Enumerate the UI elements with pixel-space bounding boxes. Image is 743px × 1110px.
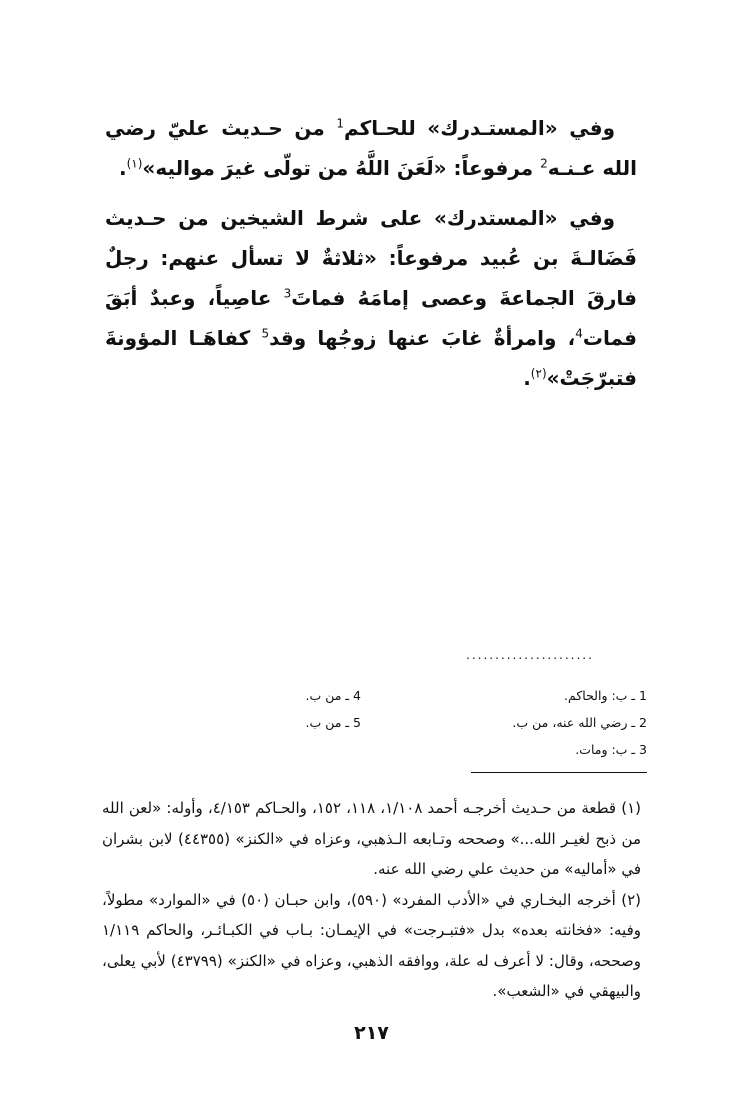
variant-note: 5 ـ من ب. <box>305 715 361 730</box>
variants-right-column <box>427 682 647 763</box>
footnote-ref: (٢) <box>530 366 547 381</box>
text-run: وفي «المستدرك» على شرط الشيخين من حـديث فَضَالـةَ بن عُبيد مرفوعاً: «ثلاثةٌ لا تسأل عنهم: رجلٌ فارقَ الجماعةَ وعصى إمامَهُ فماتَ <box>105 206 637 310</box>
footnote-divider <box>471 772 647 773</box>
text-run: وفي «المستـدرك» للحـاكم <box>343 116 615 140</box>
variant-marker: 5 <box>261 326 270 341</box>
footnotes <box>102 793 641 1007</box>
paragraph-2 <box>105 198 637 398</box>
footnote-ref: (١) <box>126 156 143 171</box>
text-run: . <box>523 366 531 390</box>
paragraph-1 <box>105 108 637 188</box>
text-run: كفاهَـا المؤونةَ فتبرّجَتْ» <box>105 326 637 390</box>
variant-note: 1 ـ ب: والحاكم. <box>564 688 647 703</box>
footnote-1: (١) قطعة من حـديث أخرجـه أحمد ١/١٠٨، ١١٨، ١٥٢، والحـاكم ٤/١٥٣، وأوله: «لعن الله من ذبح لغيـر الله...» وصححه وتـابعه الـذهبي، وعزاه في «الكنز» (٤٤٣٥٥) لابن بشران في «أماليه» من حديث علي رضي الله عنه. <box>102 799 641 878</box>
variant-marker: 2 <box>540 156 548 171</box>
variants-left-column <box>241 682 361 736</box>
separator-dots: ...................... <box>466 648 594 662</box>
variant-note: 4 ـ من ب. <box>305 688 361 703</box>
variant-note: 2 ـ رضي الله عنه، من ب. <box>512 715 647 730</box>
variant-marker: 3 <box>283 286 292 301</box>
footnote-2: (٢) أخرجه البخـاري في «الأدب المفرد» (٥٩٠)، وابن حبـان (٥٠) في «الموارد» مطولاً، وفيه: «فخانته بعده» بدل «فتبـرجت» في الإيمـان: بـاب في الكبـائـر، والحاكم ١/١١٩ وصححه، وقال: لا أعرف له علة، ووافقه الذهبي، وعزاه في «الكنز» (٤٣٧٩٩) لأبي يعلى، والبيهقي في «الشعب». <box>102 890 642 1000</box>
variant-note: 3 ـ ب: ومات. <box>575 742 647 757</box>
variant-marker: 1 <box>336 116 344 131</box>
text-run: . <box>118 156 127 180</box>
text-run: ، وامرأةٌ غابَ عنها زوجُها وقد <box>269 326 576 350</box>
page-number: ٢١٧ <box>354 1022 389 1044</box>
text-run: من حـديث عليّ رضي الله عـنـه <box>105 116 637 180</box>
main-text <box>105 108 637 398</box>
text-run: مرفوعاً: «لَعَنَ اللَّهُ من تولّى غيرَ مواليه» <box>142 156 541 180</box>
text-run: عاصِياً، وعبدٌ أبَقَ فمات <box>105 286 637 350</box>
variant-marker: 4 <box>575 326 583 341</box>
